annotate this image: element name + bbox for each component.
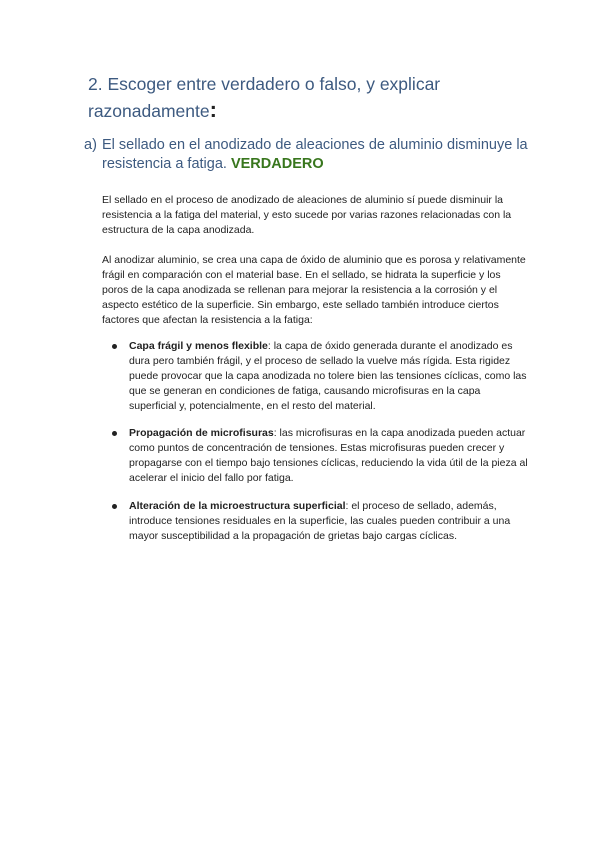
bullet-body [129, 499, 529, 544]
bullet-body [129, 339, 529, 414]
bullet-dot-icon [112, 431, 117, 436]
bullet-text: : el proceso de sellado, además, introduce tensiones residuales en la superficie, las cuales pueden contribuir a una mayor susceptibilidad a la propagación de grietas bajo cargas cíclicas. [129, 500, 511, 542]
item-a-marker: a) [84, 137, 97, 153]
item-a-text: El sellado en el anodizado de aleaciones de aluminio disminuye la resistencia a fatiga. [102, 137, 528, 172]
bullet-text: : las microfisuras en la capa anodizada pueden actuar como puntos de concentración de tensiones. Estas microfisuras pueden crecer y propagarse con el tiempo bajo tensiones cíclicas, reduciendo la vida útil de la pieza al acelerar el inicio del fallo por fatiga. [129, 427, 528, 484]
question-colon: : [209, 97, 217, 122]
question-heading [88, 72, 508, 124]
verdict-label: VERDADERO [230, 156, 324, 172]
question-title: 2. Escoger entre verdadero o falso, y explicar razonadamente [88, 74, 441, 121]
item-a-body [102, 136, 532, 174]
paragraph-intro: El sellado en el proceso de anodizado de aleaciones de aluminio sí puede disminuir la resistencia a la fatiga del material, y esto sucede por varias razones relacionadas con la estructura de la capa anodizada. [102, 194, 512, 236]
bullet-title: Capa frágil y menos flexible [129, 340, 268, 352]
bullet-text: : la capa de óxido generada durante el anodizado es dura pero también frágil, y el proceso de sellado la vuelve más rígida. Esta rigidez puede provocar que la capa anodizada no tolere bien las tensiones cíclicas, como las que se generan en condiciones de fatiga, causando microfisuras en la capa superficial y, potencialmente, en el resto del material. [129, 340, 527, 412]
bullet-dot-icon [112, 344, 117, 349]
bullet-dot-icon [112, 504, 117, 509]
bullet-title: Propagación de microfisuras [129, 427, 274, 439]
item-a-statement [84, 136, 534, 172]
bullet-body [129, 426, 529, 486]
paragraph-explanation: Al anodizar aluminio, se crea una capa de óxido de aluminio que es porosa y relativamente frágil en comparación con el material base. En el sellado, se hidrata la superficie y los poros de la capa anodizada se rellenan para mejorar la resistencia a la corrosión y el aspecto estético de la superficie. Sin embargo, este sellado también introduce ciertos factores que afectan la resistencia a la fatiga: [102, 254, 526, 326]
bullet-title: Alteración de la microestructura superficial [129, 500, 346, 512]
